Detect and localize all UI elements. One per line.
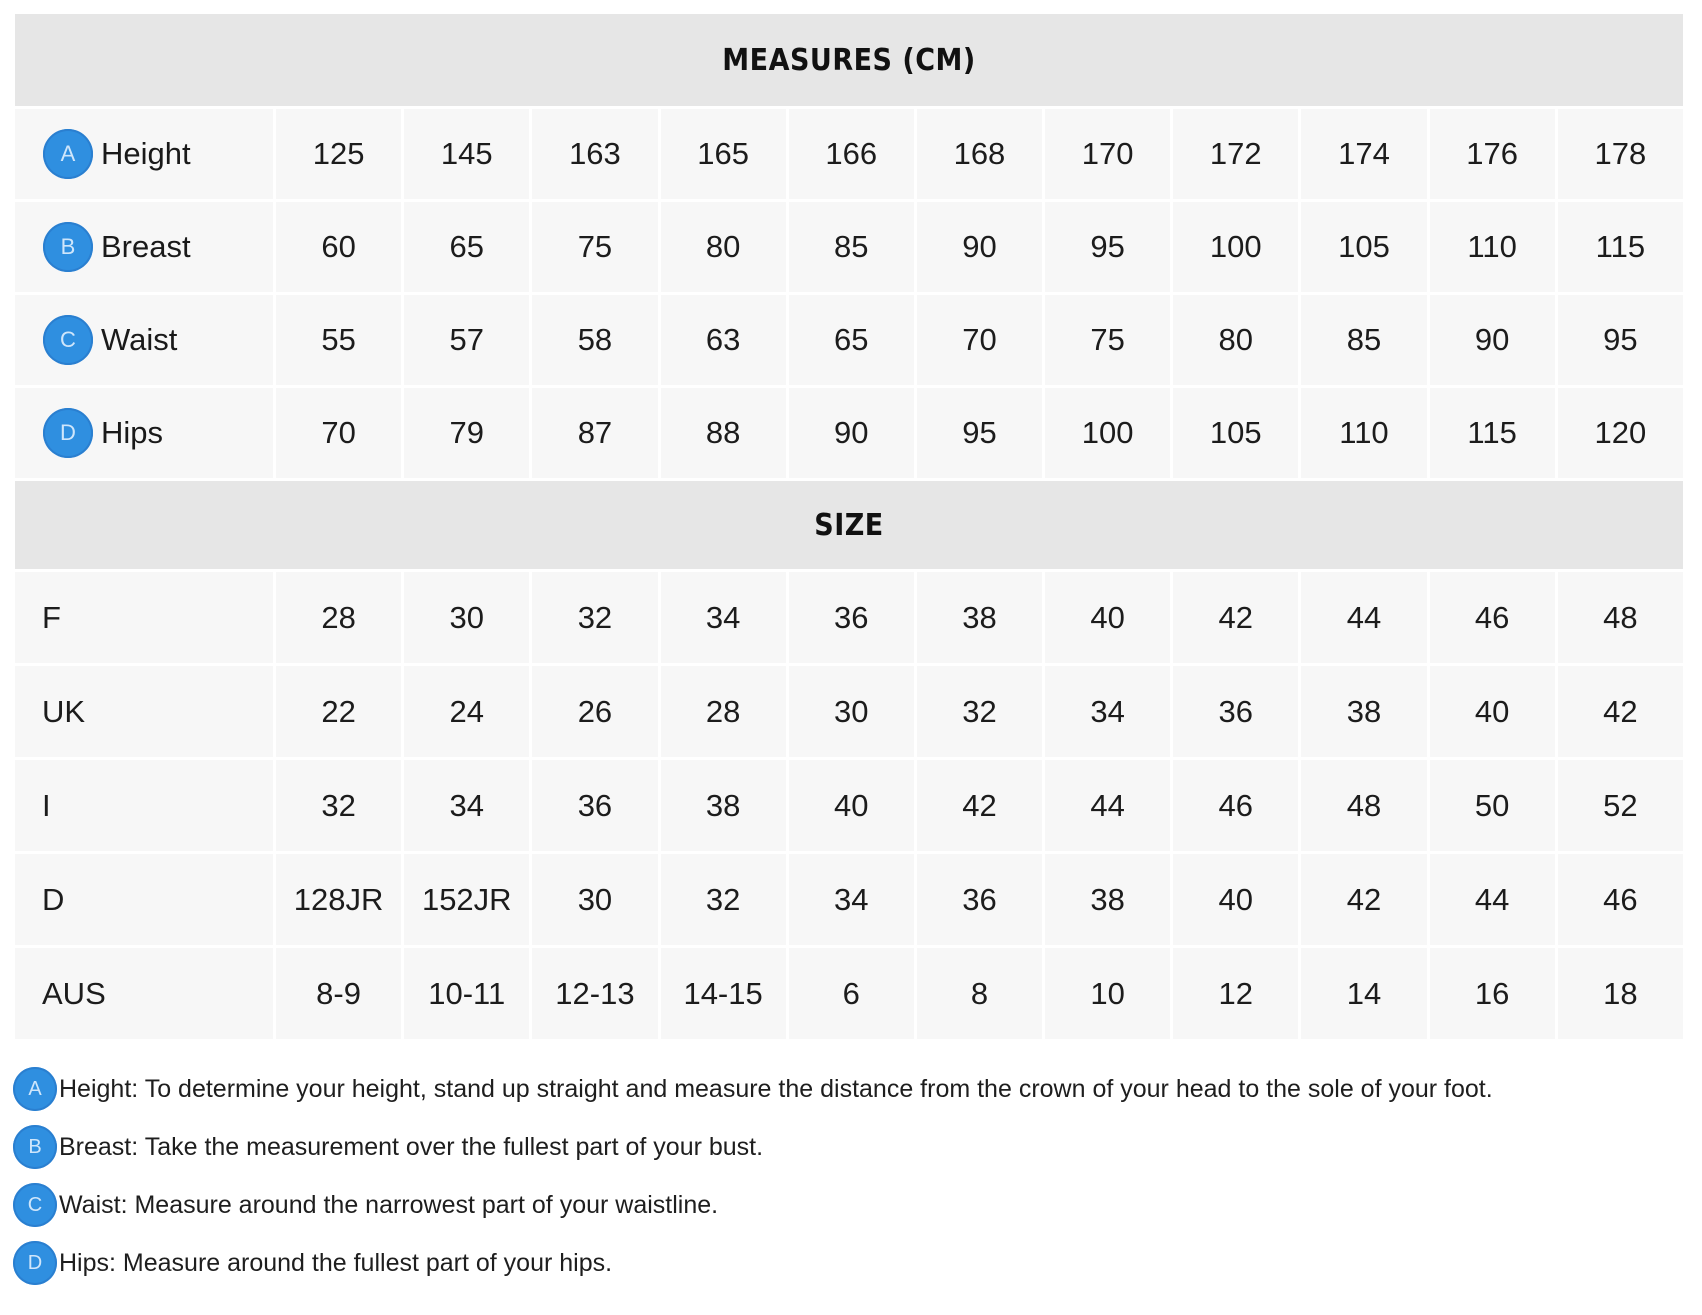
table-cell: 58	[532, 295, 657, 385]
table-cell: 115	[1430, 388, 1555, 478]
badge-c-icon: C	[13, 1183, 57, 1227]
table-cell: 75	[532, 202, 657, 292]
table-cell: 32	[661, 854, 786, 945]
table-cell: 42	[917, 760, 1042, 851]
table-cell: 52	[1558, 760, 1683, 851]
table-cell: 28	[276, 572, 401, 663]
table-cell: 79	[404, 388, 529, 478]
measure-label-cell	[15, 388, 273, 478]
table-cell: 38	[1045, 854, 1170, 945]
table-cell: 44	[1301, 572, 1426, 663]
measures-header-row	[15, 14, 1683, 106]
table-cell: 105	[1301, 202, 1426, 292]
table-cell: 115	[1558, 202, 1683, 292]
table-cell: 90	[1430, 295, 1555, 385]
size-row-f	[15, 572, 1683, 663]
badge-b-icon: B	[13, 1125, 57, 1169]
table-cell: 34	[789, 854, 914, 945]
table-cell: 50	[1430, 760, 1555, 851]
size-system-label: UK	[15, 666, 273, 757]
table-cell: 40	[789, 760, 914, 851]
measure-label: Waist	[101, 322, 178, 357]
table-cell: 30	[789, 666, 914, 757]
note-hips	[13, 1234, 1693, 1292]
table-cell: 70	[276, 388, 401, 478]
table-cell: 12-13	[532, 948, 657, 1039]
size-header-row	[15, 481, 1683, 569]
table-cell: 75	[1045, 295, 1170, 385]
table-cell: 80	[1173, 295, 1298, 385]
measure-row-height	[15, 109, 1683, 199]
table-cell: 90	[917, 202, 1042, 292]
table-cell: 32	[917, 666, 1042, 757]
table-cell: 174	[1301, 109, 1426, 199]
table-cell: 100	[1173, 202, 1298, 292]
table-cell: 166	[789, 109, 914, 199]
table-cell: 36	[532, 760, 657, 851]
table-cell: 60	[276, 202, 401, 292]
measure-label: Hips	[101, 415, 164, 450]
table-cell: 100	[1045, 388, 1170, 478]
table-cell: 57	[404, 295, 529, 385]
table-cell: 44	[1045, 760, 1170, 851]
size-header: SIZE	[15, 481, 1683, 569]
size-row-uk	[15, 666, 1683, 757]
measure-label-cell	[15, 202, 273, 292]
table-cell: 30	[532, 854, 657, 945]
table-cell: 8-9	[276, 948, 401, 1039]
size-system-label: D	[15, 854, 273, 945]
table-cell: 38	[1301, 666, 1426, 757]
table-cell: 32	[276, 760, 401, 851]
table-cell: 16	[1430, 948, 1555, 1039]
table-cell: 80	[661, 202, 786, 292]
table-cell: 40	[1173, 854, 1298, 945]
table-cell: 42	[1173, 572, 1298, 663]
table-cell: 63	[661, 295, 786, 385]
table-cell: 105	[1173, 388, 1298, 478]
table-cell: 10-11	[404, 948, 529, 1039]
table-cell: 36	[1173, 666, 1298, 757]
measures-header: MEASURES (CM)	[15, 14, 1683, 106]
note-height	[13, 1060, 1693, 1118]
table-cell: 110	[1301, 388, 1426, 478]
table-cell: 46	[1558, 854, 1683, 945]
size-row-aus	[15, 948, 1683, 1039]
table-cell: 36	[789, 572, 914, 663]
table-cell: 28	[661, 666, 786, 757]
badge-d-icon: D	[13, 1241, 57, 1285]
table-cell: 128JR	[276, 854, 401, 945]
table-cell: 85	[789, 202, 914, 292]
table-cell: 163	[532, 109, 657, 199]
table-cell: 65	[404, 202, 529, 292]
note-text: Waist: Measure around the narrowest part of your waistline.	[59, 1190, 719, 1219]
table-cell: 168	[917, 109, 1042, 199]
size-chart-table	[12, 11, 1686, 1042]
table-cell: 30	[404, 572, 529, 663]
table-cell: 8	[917, 948, 1042, 1039]
table-cell: 34	[1045, 666, 1170, 757]
table-cell: 32	[532, 572, 657, 663]
table-cell: 178	[1558, 109, 1683, 199]
table-cell: 46	[1173, 760, 1298, 851]
measure-row-waist	[15, 295, 1683, 385]
table-cell: 95	[917, 388, 1042, 478]
table-cell: 6	[789, 948, 914, 1039]
table-cell: 14	[1301, 948, 1426, 1039]
table-cell: 87	[532, 388, 657, 478]
table-cell: 26	[532, 666, 657, 757]
badge-a-icon: A	[13, 1067, 57, 1111]
size-row-i	[15, 760, 1683, 851]
table-cell: 172	[1173, 109, 1298, 199]
table-cell: 38	[661, 760, 786, 851]
measure-label-cell	[15, 109, 273, 199]
badge-a-icon: A	[43, 129, 93, 179]
note-text: Height: To determine your height, stand up straight and measure the distance from the crown of your head to the sole of your foot.	[59, 1074, 1493, 1103]
size-row-d	[15, 854, 1683, 945]
measure-label-cell	[15, 295, 273, 385]
table-cell: 95	[1045, 202, 1170, 292]
table-cell: 48	[1301, 760, 1426, 851]
table-cell: 22	[276, 666, 401, 757]
note-text: Breast: Take the measurement over the fullest part of your bust.	[59, 1132, 764, 1161]
table-cell: 40	[1430, 666, 1555, 757]
measurement-notes	[13, 1060, 1693, 1292]
table-cell: 42	[1301, 854, 1426, 945]
table-cell: 12	[1173, 948, 1298, 1039]
table-cell: 38	[917, 572, 1042, 663]
table-cell: 34	[661, 572, 786, 663]
table-cell: 34	[404, 760, 529, 851]
table-cell: 165	[661, 109, 786, 199]
table-cell: 120	[1558, 388, 1683, 478]
table-cell: 85	[1301, 295, 1426, 385]
table-cell: 14-15	[661, 948, 786, 1039]
measure-row-breast	[15, 202, 1683, 292]
table-cell: 145	[404, 109, 529, 199]
table-cell: 88	[661, 388, 786, 478]
size-system-label: AUS	[15, 948, 273, 1039]
badge-b-icon: B	[43, 222, 93, 272]
table-cell: 36	[917, 854, 1042, 945]
table-cell: 18	[1558, 948, 1683, 1039]
note-breast	[13, 1118, 1693, 1176]
table-cell: 110	[1430, 202, 1555, 292]
table-cell: 44	[1430, 854, 1555, 945]
table-cell: 65	[789, 295, 914, 385]
note-waist	[13, 1176, 1693, 1234]
table-cell: 40	[1045, 572, 1170, 663]
table-cell: 170	[1045, 109, 1170, 199]
badge-c-icon: C	[43, 315, 93, 365]
note-text: Hips: Measure around the fullest part of your hips.	[59, 1248, 613, 1277]
table-cell: 46	[1430, 572, 1555, 663]
measure-label: Height	[101, 136, 191, 171]
table-cell: 48	[1558, 572, 1683, 663]
table-cell: 176	[1430, 109, 1555, 199]
table-cell: 10	[1045, 948, 1170, 1039]
table-cell: 55	[276, 295, 401, 385]
size-system-label: F	[15, 572, 273, 663]
size-system-label: I	[15, 760, 273, 851]
badge-d-icon: D	[43, 408, 93, 458]
size-chart	[15, 11, 1689, 1042]
table-cell: 95	[1558, 295, 1683, 385]
table-cell: 90	[789, 388, 914, 478]
table-cell: 152JR	[404, 854, 529, 945]
measure-row-hips	[15, 388, 1683, 478]
table-cell: 70	[917, 295, 1042, 385]
table-cell: 42	[1558, 666, 1683, 757]
table-cell: 24	[404, 666, 529, 757]
measure-label: Breast	[101, 229, 191, 264]
table-cell: 125	[276, 109, 401, 199]
